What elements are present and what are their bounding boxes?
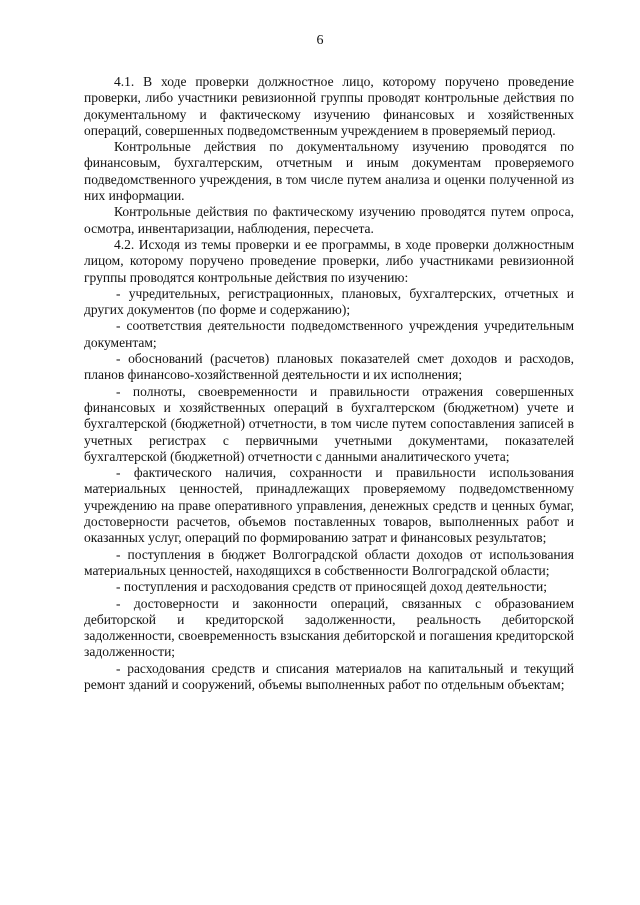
document-body: [84, 74, 574, 693]
page-number: 6: [316, 33, 324, 48]
paragraph-4-2: 4.2. Исходя из темы проверки и ее программы, в ходе проверки должностным лицом, которому поручено проведение проверки, либо участниками ревизионной группы проводятся контрольные действия по изучению:: [84, 236, 574, 285]
list-item: - обоснований (расчетов) плановых показателей смет доходов и расходов, планов финансово-хозяйственной деятельности и их исполнения;: [84, 351, 574, 383]
list-item: - достоверности и законности операций, связанных с образованием дебиторской и кредиторской задолженности, реальность дебиторской задолженности, своевременность взыскания дебиторской и погашения кредиторской задолженности;: [84, 595, 574, 660]
list-item: - поступления и расходования средств от приносящей доход деятельности;: [116, 579, 547, 595]
list-item: - соответствия деятельности подведомственного учреждения учредительным документам;: [84, 318, 574, 350]
list-item: - поступления в бюджет Волгоградской области доходов от использования материальных ценностей, находящихся в собственности Волгоградской области;: [84, 546, 574, 578]
list-item: - учредительных, регистрационных, плановых, бухгалтерских, отчетных и других документов (по форме и содержанию);: [84, 285, 574, 318]
list-item: - полноты, своевременности и правильности отражения совершенных финансовых и хозяйственных операций в бухгалтерском (бюджетном) учете и бухгалтерской (бюджетной) отчетности, в том числе путем сопоставления записей в учетных регистрах с первичными учетными документами, показателей бухгалтерской (бюджетной) отчетности с данными аналитического учета;: [84, 383, 574, 464]
list-item: - расходования средств и списания материалов на капитальный и текущий ремонт зданий и сооружений, объемы выполненных работ по отдельным объектам;: [84, 660, 574, 692]
paragraph-documentary-study: Контрольные действия по документальному изучению проводятся по финансовым, бухгалтерским, отчетным и иным документам проверяемого подведомственного учреждения, в том числе путем анализа и оценки полученной из них информации.: [84, 139, 574, 204]
paragraph-factual-study: Контрольные действия по фактическому изучению проводятся путем опроса, осмотра, инвентаризации, наблюдения, пересчета.: [84, 204, 574, 236]
paragraph-4-1: 4.1. В ходе проверки должностное лицо, которому поручено проведение проверки, либо участники ревизионной группы проводят контрольные действия по документальному и фактическому изучению финансовых и хозяйственных операций, совершенных подведомственным учреждением в проверяемый период.: [84, 74, 574, 138]
list-item: - фактического наличия, сохранности и правильности использования материальных ценностей, принадлежащих проверяемому подведомственному учреждению на праве оперативного управления, денежных средств и ценных бумаг, достоверности расчетов, объемов поставленных товаров, выполненных работ и оказанных услуг, операций по формированию затрат и финансовых результатов;: [84, 465, 574, 546]
